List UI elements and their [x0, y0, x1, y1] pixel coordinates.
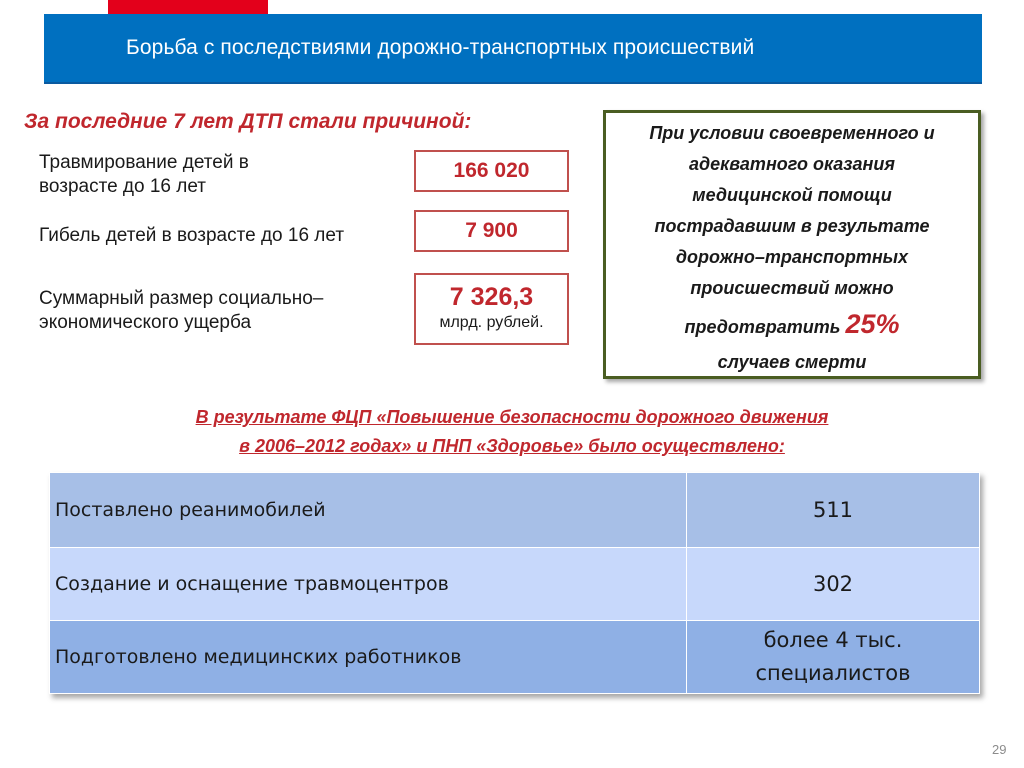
callout-line: случаев смерти	[717, 352, 867, 372]
callout-line: дорожно–транспортных	[675, 247, 909, 267]
stat-label-line: Гибель детей в возрасте до 16 лет	[39, 225, 345, 246]
stat-label-line: Травмирование детей в	[39, 152, 249, 173]
stat-unit: млрд. рублей.	[439, 314, 544, 331]
table-cell-value: 511	[687, 473, 980, 548]
stat-value: 7 326,3	[449, 283, 534, 311]
stat-label-injured-children	[39, 151, 249, 199]
table-cell-value-line: специалистов	[755, 661, 911, 685]
table-cell-name: Подготовлено медицинских работников	[50, 621, 687, 694]
callout-prevent-word: предотвратить	[684, 317, 841, 337]
table-cell-name: Поставлено реанимобилей	[50, 473, 687, 548]
results-table	[49, 472, 980, 694]
page-number: 29	[992, 742, 1007, 757]
stat-value-injured-children	[414, 150, 569, 192]
stat-label-line: Суммарный размер социально–	[39, 288, 324, 309]
stat-label-line: экономического ущерба	[39, 312, 252, 333]
callout-line: При условии своевременного и	[649, 123, 935, 143]
table-cell-value-line: более 4 тыс.	[763, 628, 903, 652]
table-row	[50, 621, 980, 694]
table-row	[50, 548, 980, 621]
slide-title: Борьба с последствиями дорожно-транспортных происшествий	[126, 36, 755, 59]
table-cell-name: Создание и оснащение травмоцентров	[50, 548, 687, 621]
callout-line: медицинской помощи	[692, 185, 892, 205]
callout-prevent-line	[606, 304, 978, 347]
program-heading-line: В результате ФЦП «Повышение безопасности дорожного движения	[195, 407, 829, 427]
program-results-heading	[80, 403, 944, 461]
stat-value: 166 020	[453, 159, 530, 182]
table-row	[50, 473, 980, 548]
callout-line: пострадавшим в результате	[654, 216, 930, 236]
program-heading-line: в 2006–2012 годах» и ПНП «Здоровье» было осуществлено:	[239, 436, 785, 456]
medical-help-callout	[603, 110, 981, 379]
stat-value-economic-damage	[414, 273, 569, 345]
stat-value-child-deaths	[414, 210, 569, 252]
title-bar	[44, 14, 982, 84]
callout-line: адекватного оказания	[689, 154, 895, 174]
stat-label-economic-damage	[39, 287, 323, 335]
top-red-accent-tab	[108, 0, 268, 14]
stat-value: 7 900	[465, 219, 518, 242]
callout-percent: 25%	[845, 309, 900, 339]
stats-heading: За последние 7 лет ДТП стали причиной:	[24, 110, 472, 133]
stat-label-line: возрасте до 16 лет	[39, 176, 206, 197]
table-cell-value: 302	[687, 548, 980, 621]
callout-line: происшествий можно	[690, 278, 894, 298]
stat-label-child-deaths	[39, 224, 344, 248]
table-cell-value	[687, 621, 980, 694]
